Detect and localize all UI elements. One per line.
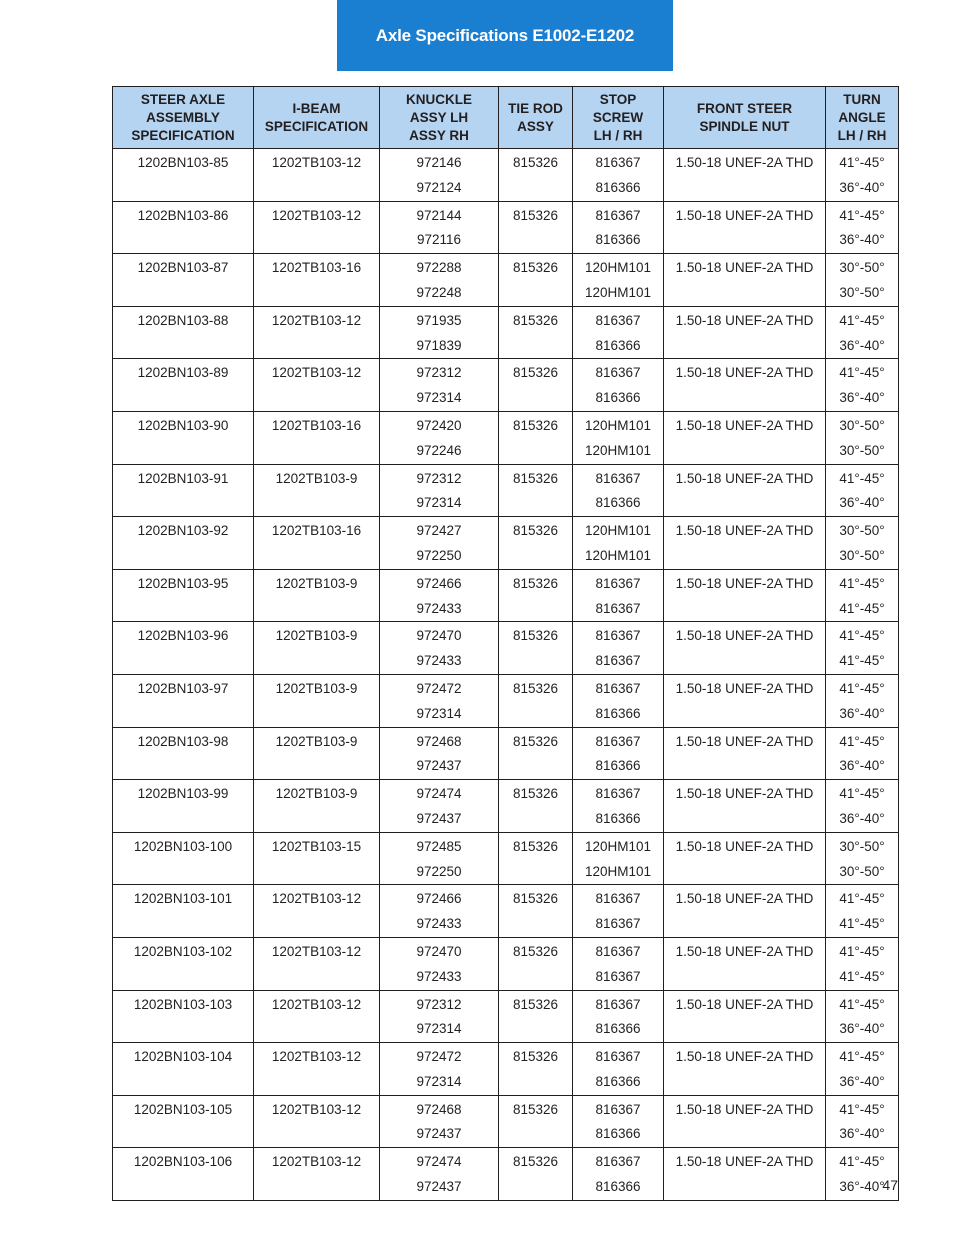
table-row — [113, 990, 899, 1043]
cell-knuckle-rh: 972250 — [416, 547, 462, 563]
cell-knuckle — [380, 885, 499, 938]
cell-i-beam: 1202TB103-12 — [254, 990, 380, 1043]
axle-spec-table — [112, 86, 899, 1201]
cell-knuckle-lh: 972288 — [416, 260, 462, 276]
cell-turn-angle-lh: 41°-45° — [839, 575, 885, 591]
cell-stop-screw-lh: 816367 — [595, 733, 641, 749]
cell-turn-angle-lh: 41°-45° — [839, 943, 885, 959]
cell-assembly: 1202BN103-87 — [113, 254, 254, 307]
cell-stop-screw-lh: 120HM101 — [584, 838, 652, 854]
table-row — [113, 674, 899, 727]
cell-spindle-nut: 1.50-18 UNEF-2A THD — [664, 885, 826, 938]
cell-assembly: 1202BN103-106 — [113, 1148, 254, 1201]
header-steer-axle-assembly-spec: STEER AXLE ASSEMBLY SPECIFICATION — [113, 87, 254, 149]
cell-knuckle-rh: 972116 — [416, 232, 462, 248]
cell-knuckle — [380, 832, 499, 885]
header-row — [113, 87, 899, 149]
cell-knuckle-rh: 972314 — [416, 1021, 462, 1037]
cell-tie-rod: 815326 — [499, 937, 573, 990]
table-row — [113, 1095, 899, 1148]
cell-knuckle — [380, 411, 499, 464]
cell-knuckle-lh: 972427 — [416, 523, 462, 539]
cell-knuckle — [380, 517, 499, 570]
table-row — [113, 885, 899, 938]
cell-spindle-nut: 1.50-18 UNEF-2A THD — [664, 517, 826, 570]
cell-knuckle — [380, 1148, 499, 1201]
header-tie-rod-assy: TIE ROD ASSY — [499, 87, 573, 149]
cell-knuckle — [380, 780, 499, 833]
cell-tie-rod: 815326 — [499, 832, 573, 885]
cell-knuckle-lh: 972472 — [416, 1049, 462, 1065]
cell-knuckle — [380, 1095, 499, 1148]
cell-stop-screw-lh: 816367 — [595, 1101, 641, 1117]
cell-stop-screw-rh: 816367 — [595, 916, 641, 932]
cell-tie-rod: 815326 — [499, 1095, 573, 1148]
table-header — [113, 87, 899, 149]
cell-stop-screw — [573, 622, 664, 675]
cell-turn-angle-rh: 36°-40° — [839, 1126, 885, 1142]
cell-knuckle-rh: 972124 — [416, 179, 462, 195]
page-number: 47 — [882, 1177, 898, 1193]
cell-turn-angle-lh: 41°-45° — [839, 891, 885, 907]
cell-turn-angle — [826, 464, 899, 517]
cell-turn-angle-rh: 36°-40° — [839, 758, 885, 774]
cell-turn-angle — [826, 517, 899, 570]
page-title: Axle Specifications E1002-E1202 — [375, 25, 635, 45]
table-row — [113, 569, 899, 622]
header-knuckle-assy: KNUCKLE ASSY LH ASSY RH — [380, 87, 499, 149]
cell-assembly: 1202BN103-91 — [113, 464, 254, 517]
cell-knuckle-rh: 972433 — [416, 600, 462, 616]
cell-turn-angle-lh: 41°-45° — [839, 312, 885, 328]
cell-tie-rod: 815326 — [499, 149, 573, 202]
cell-stop-screw-rh: 816366 — [595, 810, 641, 826]
cell-turn-angle-rh: 41°-45° — [839, 968, 885, 984]
cell-i-beam: 1202TB103-9 — [254, 464, 380, 517]
cell-tie-rod: 815326 — [499, 464, 573, 517]
cell-spindle-nut: 1.50-18 UNEF-2A THD — [664, 1148, 826, 1201]
cell-spindle-nut: 1.50-18 UNEF-2A THD — [664, 937, 826, 990]
cell-knuckle-lh: 972144 — [416, 207, 462, 223]
cell-knuckle-lh: 972312 — [416, 470, 462, 486]
cell-stop-screw-rh: 120HM101 — [584, 863, 652, 879]
cell-stop-screw — [573, 832, 664, 885]
cell-tie-rod: 815326 — [499, 359, 573, 412]
cell-knuckle — [380, 727, 499, 780]
cell-i-beam: 1202TB103-12 — [254, 937, 380, 990]
cell-knuckle-lh: 972470 — [416, 628, 462, 644]
cell-spindle-nut: 1.50-18 UNEF-2A THD — [664, 832, 826, 885]
cell-spindle-nut: 1.50-18 UNEF-2A THD — [664, 149, 826, 202]
cell-stop-screw — [573, 1043, 664, 1096]
cell-spindle-nut: 1.50-18 UNEF-2A THD — [664, 674, 826, 727]
cell-stop-screw-lh: 816367 — [595, 943, 641, 959]
cell-stop-screw — [573, 1095, 664, 1148]
cell-stop-screw-lh: 120HM101 — [584, 523, 652, 539]
cell-turn-angle-rh: 36°-40° — [839, 1073, 885, 1089]
cell-stop-screw-rh: 816366 — [595, 1021, 641, 1037]
cell-stop-screw-lh: 816367 — [595, 207, 641, 223]
cell-assembly: 1202BN103-95 — [113, 569, 254, 622]
cell-knuckle-lh: 972474 — [416, 1154, 462, 1170]
cell-stop-screw-rh: 120HM101 — [584, 442, 652, 458]
table-body — [113, 149, 899, 1201]
table-row — [113, 306, 899, 359]
cell-knuckle-lh: 971935 — [416, 312, 462, 328]
cell-stop-screw-rh: 816366 — [595, 758, 641, 774]
cell-assembly: 1202BN103-97 — [113, 674, 254, 727]
cell-knuckle — [380, 359, 499, 412]
cell-spindle-nut: 1.50-18 UNEF-2A THD — [664, 306, 826, 359]
cell-knuckle-lh: 972470 — [416, 943, 462, 959]
cell-stop-screw-lh: 120HM101 — [584, 260, 652, 276]
cell-stop-screw — [573, 937, 664, 990]
cell-stop-screw — [573, 569, 664, 622]
table-row — [113, 464, 899, 517]
cell-turn-angle — [826, 254, 899, 307]
cell-knuckle-rh: 972250 — [416, 863, 462, 879]
cell-i-beam: 1202TB103-15 — [254, 832, 380, 885]
cell-spindle-nut: 1.50-18 UNEF-2A THD — [664, 622, 826, 675]
table-row — [113, 149, 899, 202]
cell-i-beam: 1202TB103-12 — [254, 885, 380, 938]
cell-assembly: 1202BN103-105 — [113, 1095, 254, 1148]
cell-stop-screw — [573, 306, 664, 359]
cell-turn-angle-rh: 30°-50° — [839, 284, 885, 300]
cell-turn-angle — [826, 885, 899, 938]
cell-stop-screw-lh: 816367 — [595, 575, 641, 591]
cell-knuckle-rh: 972433 — [416, 653, 462, 669]
cell-i-beam: 1202TB103-16 — [254, 254, 380, 307]
cell-turn-angle-lh: 41°-45° — [839, 1101, 885, 1117]
table-row — [113, 780, 899, 833]
cell-knuckle-rh: 972314 — [416, 1073, 462, 1089]
cell-stop-screw-rh: 120HM101 — [584, 284, 652, 300]
cell-knuckle-rh: 971839 — [416, 337, 462, 353]
cell-turn-angle-rh: 36°-40° — [839, 705, 885, 721]
cell-i-beam: 1202TB103-16 — [254, 517, 380, 570]
cell-stop-screw-rh: 120HM101 — [584, 547, 652, 563]
cell-tie-rod: 815326 — [499, 201, 573, 254]
cell-knuckle-lh: 972466 — [416, 891, 462, 907]
cell-assembly: 1202BN103-100 — [113, 832, 254, 885]
cell-knuckle — [380, 674, 499, 727]
cell-turn-angle — [826, 832, 899, 885]
table-row — [113, 411, 899, 464]
header-turn-angle: TURN ANGLE LH / RH — [826, 87, 899, 149]
cell-stop-screw-lh: 120HM101 — [584, 417, 652, 433]
cell-knuckle-rh: 972246 — [416, 442, 462, 458]
cell-stop-screw-rh: 816366 — [595, 705, 641, 721]
cell-tie-rod: 815326 — [499, 569, 573, 622]
cell-assembly: 1202BN103-102 — [113, 937, 254, 990]
cell-i-beam: 1202TB103-9 — [254, 674, 380, 727]
cell-stop-screw-lh: 816367 — [595, 996, 641, 1012]
cell-stop-screw-rh: 816367 — [595, 968, 641, 984]
cell-turn-angle — [826, 727, 899, 780]
cell-i-beam: 1202TB103-12 — [254, 149, 380, 202]
table-row — [113, 832, 899, 885]
cell-i-beam: 1202TB103-16 — [254, 411, 380, 464]
cell-assembly: 1202BN103-86 — [113, 201, 254, 254]
cell-tie-rod: 815326 — [499, 727, 573, 780]
cell-turn-angle-lh: 41°-45° — [839, 628, 885, 644]
cell-assembly: 1202BN103-104 — [113, 1043, 254, 1096]
cell-knuckle-rh: 972433 — [416, 916, 462, 932]
header-i-beam-spec: I-BEAM SPECIFICATION — [254, 87, 380, 149]
cell-assembly: 1202BN103-90 — [113, 411, 254, 464]
cell-stop-screw — [573, 201, 664, 254]
cell-assembly: 1202BN103-101 — [113, 885, 254, 938]
cell-tie-rod: 815326 — [499, 306, 573, 359]
cell-turn-angle-lh: 41°-45° — [839, 470, 885, 486]
cell-turn-angle-lh: 41°-45° — [839, 733, 885, 749]
cell-stop-screw — [573, 990, 664, 1043]
cell-turn-angle — [826, 306, 899, 359]
cell-knuckle — [380, 937, 499, 990]
cell-knuckle-lh: 972468 — [416, 1101, 462, 1117]
cell-turn-angle-rh: 30°-50° — [839, 547, 885, 563]
cell-turn-angle — [826, 1095, 899, 1148]
cell-stop-screw-rh: 816367 — [595, 653, 641, 669]
table-row — [113, 254, 899, 307]
cell-i-beam: 1202TB103-12 — [254, 1043, 380, 1096]
cell-turn-angle — [826, 780, 899, 833]
cell-spindle-nut: 1.50-18 UNEF-2A THD — [664, 464, 826, 517]
cell-stop-screw-lh: 816367 — [595, 1154, 641, 1170]
cell-spindle-nut: 1.50-18 UNEF-2A THD — [664, 780, 826, 833]
cell-assembly: 1202BN103-92 — [113, 517, 254, 570]
cell-stop-screw-rh: 816366 — [595, 1179, 641, 1195]
table-row — [113, 622, 899, 675]
cell-stop-screw-rh: 816366 — [595, 337, 641, 353]
cell-turn-angle — [826, 411, 899, 464]
cell-stop-screw — [573, 885, 664, 938]
cell-turn-angle-rh: 36°-40° — [839, 810, 885, 826]
cell-tie-rod: 815326 — [499, 622, 573, 675]
cell-knuckle-rh: 972437 — [416, 1179, 462, 1195]
cell-turn-angle — [826, 622, 899, 675]
cell-assembly: 1202BN103-99 — [113, 780, 254, 833]
cell-knuckle-rh: 972433 — [416, 968, 462, 984]
cell-knuckle-rh: 972248 — [416, 284, 462, 300]
cell-stop-screw-rh: 816366 — [595, 232, 641, 248]
cell-tie-rod: 815326 — [499, 990, 573, 1043]
cell-stop-screw-lh: 816367 — [595, 312, 641, 328]
cell-stop-screw-rh: 816366 — [595, 1126, 641, 1142]
cell-turn-angle-rh: 36°-40° — [839, 495, 885, 511]
cell-turn-angle — [826, 937, 899, 990]
cell-turn-angle-lh: 30°-50° — [839, 260, 885, 276]
cell-spindle-nut: 1.50-18 UNEF-2A THD — [664, 990, 826, 1043]
cell-i-beam: 1202TB103-12 — [254, 359, 380, 412]
cell-stop-screw-lh: 816367 — [595, 1049, 641, 1065]
cell-tie-rod: 815326 — [499, 517, 573, 570]
cell-stop-screw-lh: 816367 — [595, 628, 641, 644]
cell-tie-rod: 815326 — [499, 254, 573, 307]
cell-i-beam: 1202TB103-12 — [254, 1148, 380, 1201]
cell-knuckle-rh: 972437 — [416, 1126, 462, 1142]
cell-tie-rod: 815326 — [499, 780, 573, 833]
cell-turn-angle-rh: 41°-45° — [839, 600, 885, 616]
cell-turn-angle-lh: 41°-45° — [839, 155, 885, 170]
cell-tie-rod: 815326 — [499, 411, 573, 464]
cell-knuckle — [380, 464, 499, 517]
cell-spindle-nut: 1.50-18 UNEF-2A THD — [664, 1095, 826, 1148]
cell-spindle-nut: 1.50-18 UNEF-2A THD — [664, 1043, 826, 1096]
cell-turn-angle — [826, 1043, 899, 1096]
cell-stop-screw-lh: 816367 — [595, 891, 641, 907]
header-stop-screw: STOP SCREW LH / RH — [573, 87, 664, 149]
cell-stop-screw-lh: 816367 — [595, 680, 641, 696]
cell-knuckle-lh: 972146 — [416, 155, 462, 170]
cell-turn-angle — [826, 149, 899, 202]
cell-stop-screw — [573, 517, 664, 570]
cell-knuckle-rh: 972437 — [416, 810, 462, 826]
cell-turn-angle-lh: 30°-50° — [839, 523, 885, 539]
cell-assembly: 1202BN103-103 — [113, 990, 254, 1043]
cell-knuckle-rh: 972437 — [416, 758, 462, 774]
cell-stop-screw-rh: 816366 — [595, 390, 641, 406]
cell-knuckle-lh: 972485 — [416, 838, 462, 854]
cell-stop-screw-lh: 816367 — [595, 365, 641, 381]
cell-i-beam: 1202TB103-9 — [254, 780, 380, 833]
cell-stop-screw-rh: 816366 — [595, 495, 641, 511]
cell-turn-angle-lh: 41°-45° — [839, 1154, 885, 1170]
cell-turn-angle-rh: 30°-50° — [839, 863, 885, 879]
cell-tie-rod: 815326 — [499, 674, 573, 727]
table-row — [113, 517, 899, 570]
cell-tie-rod: 815326 — [499, 1043, 573, 1096]
cell-knuckle — [380, 149, 499, 202]
cell-knuckle — [380, 254, 499, 307]
cell-i-beam: 1202TB103-9 — [254, 727, 380, 780]
cell-stop-screw-lh: 816367 — [595, 786, 641, 802]
cell-knuckle-lh: 972474 — [416, 786, 462, 802]
cell-knuckle — [380, 201, 499, 254]
cell-stop-screw-lh: 816367 — [595, 470, 641, 486]
cell-turn-angle — [826, 359, 899, 412]
cell-assembly: 1202BN103-96 — [113, 622, 254, 675]
cell-stop-screw — [573, 674, 664, 727]
cell-assembly: 1202BN103-88 — [113, 306, 254, 359]
cell-stop-screw — [573, 411, 664, 464]
cell-turn-angle-rh: 36°-40° — [839, 179, 885, 195]
cell-knuckle-lh: 972312 — [416, 365, 462, 381]
cell-i-beam: 1202TB103-9 — [254, 622, 380, 675]
cell-spindle-nut: 1.50-18 UNEF-2A THD — [664, 569, 826, 622]
cell-knuckle-lh: 972420 — [416, 417, 462, 433]
cell-knuckle-rh: 972314 — [416, 705, 462, 721]
cell-knuckle-lh: 972466 — [416, 575, 462, 591]
cell-stop-screw — [573, 149, 664, 202]
cell-knuckle — [380, 1043, 499, 1096]
cell-stop-screw — [573, 780, 664, 833]
cell-turn-angle — [826, 674, 899, 727]
cell-spindle-nut: 1.50-18 UNEF-2A THD — [664, 359, 826, 412]
cell-i-beam: 1202TB103-12 — [254, 1095, 380, 1148]
cell-turn-angle-lh: 41°-45° — [839, 996, 885, 1012]
cell-tie-rod: 815326 — [499, 885, 573, 938]
cell-tie-rod: 815326 — [499, 1148, 573, 1201]
cell-knuckle — [380, 306, 499, 359]
cell-turn-angle-lh: 41°-45° — [839, 365, 885, 381]
cell-stop-screw — [573, 1148, 664, 1201]
cell-spindle-nut: 1.50-18 UNEF-2A THD — [664, 411, 826, 464]
cell-turn-angle-lh: 30°-50° — [839, 417, 885, 433]
cell-turn-angle-rh: 30°-50° — [839, 442, 885, 458]
cell-turn-angle-lh: 41°-45° — [839, 786, 885, 802]
header-front-steer-spindle-nut: FRONT STEER SPINDLE NUT — [664, 87, 826, 149]
cell-knuckle-lh: 972472 — [416, 680, 462, 696]
table-row — [113, 359, 899, 412]
cell-knuckle-rh: 972314 — [416, 390, 462, 406]
cell-turn-angle-lh: 41°-45° — [839, 1049, 885, 1065]
cell-turn-angle-rh: 36°-40° — [839, 337, 885, 353]
table-row — [113, 1043, 899, 1096]
cell-stop-screw-rh: 816367 — [595, 600, 641, 616]
cell-stop-screw-lh: 816367 — [595, 155, 641, 170]
cell-turn-angle-rh: 36°-40° — [839, 1179, 885, 1195]
cell-turn-angle-lh: 30°-50° — [839, 838, 885, 854]
cell-turn-angle-rh: 36°-40° — [839, 1021, 885, 1037]
cell-turn-angle-lh: 41°-45° — [839, 207, 885, 223]
cell-spindle-nut: 1.50-18 UNEF-2A THD — [664, 254, 826, 307]
cell-knuckle — [380, 990, 499, 1043]
cell-stop-screw-rh: 816366 — [595, 179, 641, 195]
cell-assembly: 1202BN103-85 — [113, 149, 254, 202]
cell-stop-screw — [573, 359, 664, 412]
cell-turn-angle-rh: 36°-40° — [839, 390, 885, 406]
table-row — [113, 727, 899, 780]
cell-i-beam: 1202TB103-12 — [254, 306, 380, 359]
cell-i-beam: 1202TB103-9 — [254, 569, 380, 622]
cell-turn-angle-rh: 41°-45° — [839, 916, 885, 932]
table-row — [113, 1148, 899, 1201]
cell-stop-screw — [573, 727, 664, 780]
cell-knuckle — [380, 622, 499, 675]
page-title-banner — [337, 0, 673, 71]
cell-stop-screw — [573, 254, 664, 307]
cell-spindle-nut: 1.50-18 UNEF-2A THD — [664, 727, 826, 780]
cell-stop-screw-rh: 816366 — [595, 1073, 641, 1089]
cell-stop-screw — [573, 464, 664, 517]
cell-knuckle-lh: 972312 — [416, 996, 462, 1012]
cell-assembly: 1202BN103-89 — [113, 359, 254, 412]
table-row — [113, 201, 899, 254]
cell-assembly: 1202BN103-98 — [113, 727, 254, 780]
cell-knuckle — [380, 569, 499, 622]
cell-turn-angle — [826, 990, 899, 1043]
table-row — [113, 937, 899, 990]
cell-turn-angle — [826, 201, 899, 254]
cell-knuckle-rh: 972314 — [416, 495, 462, 511]
cell-turn-angle-rh: 41°-45° — [839, 653, 885, 669]
cell-knuckle-lh: 972468 — [416, 733, 462, 749]
cell-turn-angle-rh: 36°-40° — [839, 232, 885, 248]
cell-i-beam: 1202TB103-12 — [254, 201, 380, 254]
cell-spindle-nut: 1.50-18 UNEF-2A THD — [664, 201, 826, 254]
cell-turn-angle — [826, 569, 899, 622]
cell-turn-angle-lh: 41°-45° — [839, 680, 885, 696]
